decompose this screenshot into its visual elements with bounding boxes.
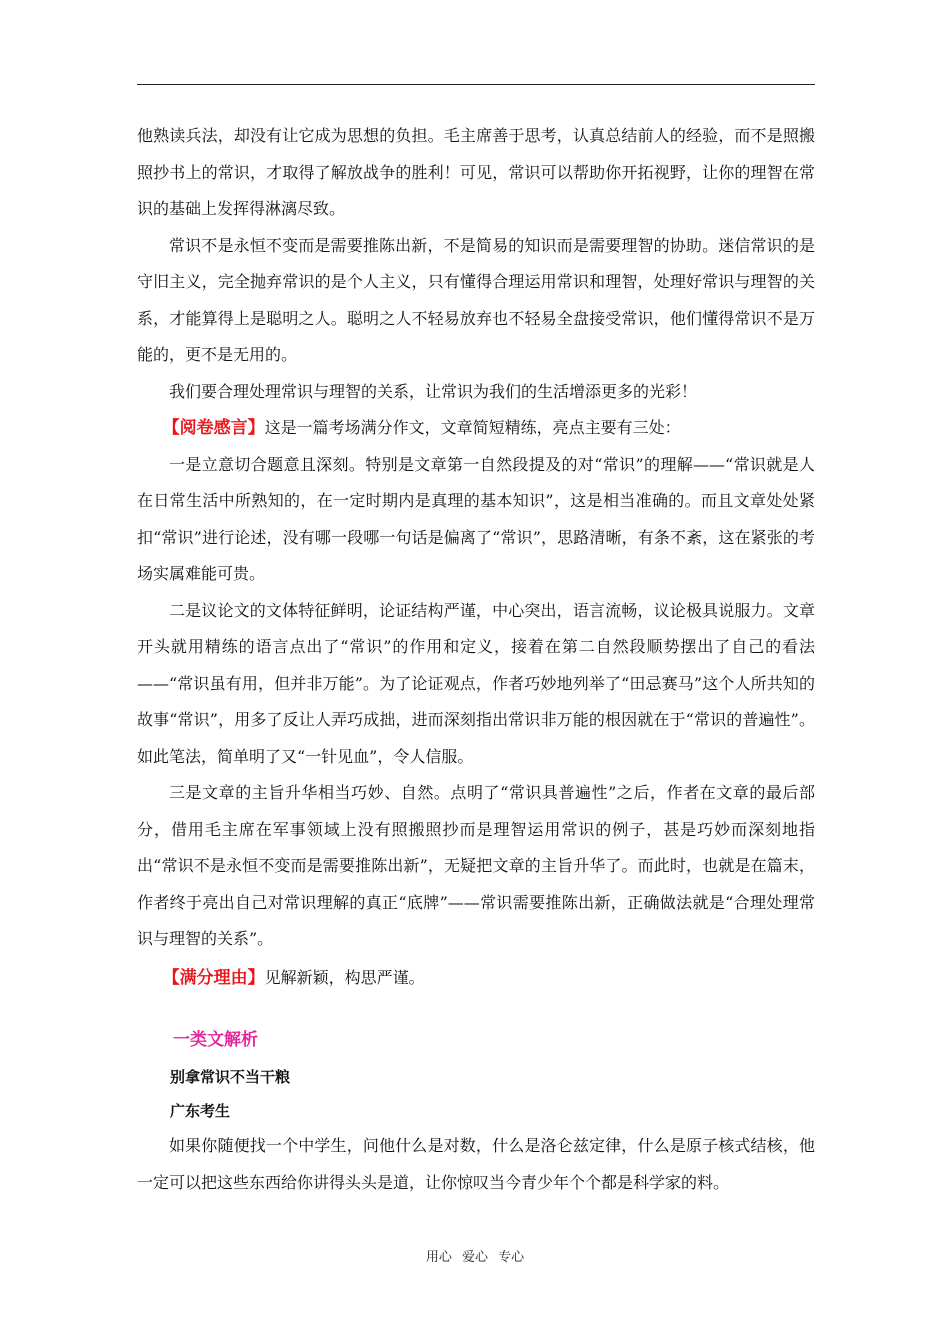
review-point-1: 一是立意切合题意且深刻。特别是文章第一自然段提及的对“常识”的理解——“常识就是人在日常生活中所熟知的，在一定时期内是真理的基本知识”，这是相当准确的。而且文章处处紧扣“常识”进行论述，没有哪一段哪一句话是偏离了“常识”，思路清晰，有条不紊，这在紧张的考场实属难能可贵。: [137, 454, 815, 583]
review-intro: [137, 410, 815, 447]
full-score-tag: 【满分理由】: [162, 967, 265, 988]
essay-title: 别拿常识不当干粮: [170, 1068, 291, 1086]
section-heading: 一类文解析: [173, 1030, 258, 1050]
review-point-3: 三是文章的主旨升华相当巧妙、自然。点明了“常识具普遍性”之后，作者在文章的最后部分，借用毛主席在军事领域上没有照搬照抄而是理智运用常识的例子，甚是巧妙而深刻地指出“常识不是永恒不变而是需要推陈出新”，无疑把文章的主旨升华了。而此时，也就是在篇末，作者终于亮出自己对常识理解的真正“底牌”——常识需要推陈出新，正确做法就是“合理处理常识与理智的关系”。: [137, 783, 815, 948]
review-tag: 【阅卷感言】: [162, 418, 265, 438]
review-point-2: 二是议论文的文体特征鲜明，论证结构严谨，中心突出，语言流畅，议论极具说服力。文章开头就用精练的语言点出了“常识”的作用和定义，接着在第二自然段顺势摆出了自己的看法——“常识虽有用，但并非万能”。为了论证观点，作者巧妙地列举了“田忌赛马”这个人所共知的故事“常识”，用多了反让人弄巧成拙，进而深刻指出常识非万能的根因就在于“常识的普遍性”。如此笔法，简单明了又“一针见血”，令人信服。: [137, 600, 815, 766]
page-footer: 用心 爱心 专心: [425, 1250, 525, 1265]
essay-body: 如果你随便找一个中学生，问他什么是对数，什么是洛仑兹定律，什么是原子核式结核，他一定可以把这些东西给你讲得头头是道，让你惊叹当今青少年个个都是科学家的料。: [137, 1136, 815, 1192]
header-rule: [137, 84, 815, 85]
full-score-line: [137, 960, 815, 997]
full-score-text: 见解新颖，构思严谨。: [264, 967, 425, 987]
paragraph-3: 我们要合理处理常识与理智的关系，让常识为我们的生活增添更多的光彩！: [169, 381, 698, 401]
review-intro-text: 这是一篇考场满分作文，文章简短精练，亮点主要有三处：: [264, 418, 681, 437]
essay-author: 广东考生: [170, 1102, 231, 1120]
paragraph-1: 他熟读兵法，却没有让它成为思想的负担。毛主席善于思考，认真总结前人的经验，而不是照搬照抄书上的常识，才取得了解放战争的胜利！可见，常识可以帮助你开拓视野，让你的理智在常识的基础上发挥得淋漓尽致。: [137, 126, 815, 218]
paragraph-2: 常识不是永恒不变而是需要推陈出新，不是简易的知识而是需要理智的协助。迷信常识的是守旧主义，完全抛弃常识的是个人主义，只有懂得合理运用常识和理智，处理好常识与理智的关系，才能算得上是聪明之人。聪明之人不轻易放弃也不轻易全盘接受常识，他们懂得常识不是万能的，更不是无用的。: [137, 235, 815, 364]
document-body: [137, 118, 815, 1201]
